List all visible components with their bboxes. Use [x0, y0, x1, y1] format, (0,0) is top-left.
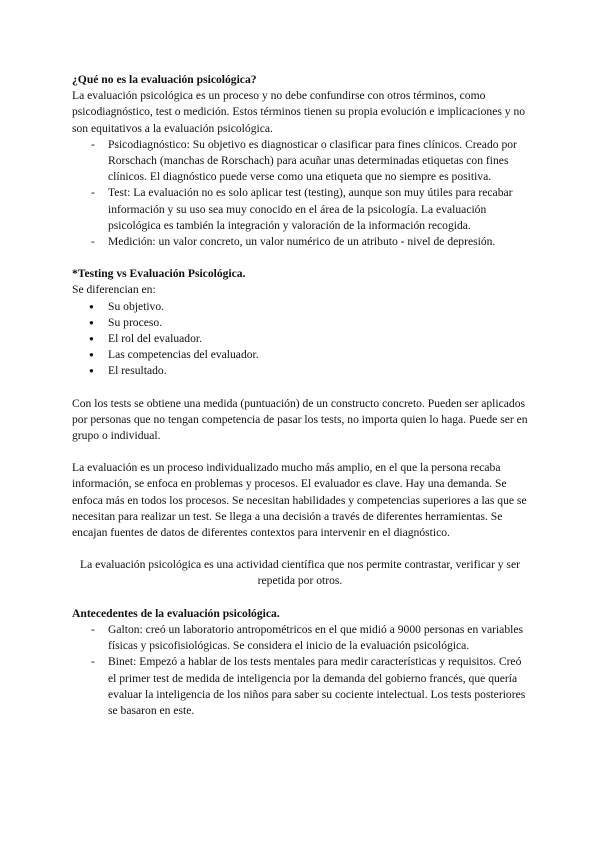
- list-item-psicodiagnostico: - Psicodiagnóstico: Su objetivo es diagnosticar o clasificar para fines clínicos. Creado por Rorschach (manchas de Rorschach) para acuñar unas determinadas etiquetas con fines clínicos. El diagnóstico puede verse como una etiqueta que no siempre es positiva.: [72, 137, 528, 186]
- bullet-item: ● El resultado.: [72, 363, 528, 379]
- bullet-item: ● El rol del evaluador.: [72, 331, 528, 347]
- spacer: [72, 250, 528, 266]
- bullet-item: ● Su objetivo.: [72, 299, 528, 315]
- differences-list: [72, 299, 528, 380]
- definition-quote: La evaluación psicológica es una actividad científica que nos permite contrastar, verificar y ser repetida por otros.: [80, 558, 520, 588]
- definitions-list: [72, 137, 528, 250]
- list-item-test: - Test: La evaluación no es solo aplicar test (testing), aunque son muy útiles para recabar información y su uso sea muy conocido en el área de la psicología. La evaluación psicológica es también la integración y valoración de la información recogida.: [72, 185, 528, 234]
- list-item-galton: - Galton: creó un laboratorio antropométricos en el que midió a 9000 personas en variables físicas y psicofisiológicas. Se considera el inicio de la evaluación psicológica.: [72, 622, 528, 654]
- document-content: [72, 72, 528, 719]
- spacer: [72, 444, 528, 460]
- intro-paragraph: La evaluación psicológica es un proceso y no debe confundirse con otros términos, como psicodiagnóstico, test o medición. Estos términos tienen su propia evolución e implicaciones y no son equitativos a la evaluación psicológica.: [72, 89, 526, 135]
- history-list: [72, 622, 528, 719]
- list-item-binet: - Binet: Empezó a hablar de los tests mentales para medir características y requisitos. Creó el primer test de medida de inteligencia por la demanda del gobierno francés, que quería evaluar la inteligencia de los niños para saber su cociente intelectual. Los tests posteriores se basaron en este.: [72, 654, 528, 719]
- list-item-medicion: - Medición: un valor concreto, un valor numérico de un atributo - nivel de depresión.: [72, 234, 528, 250]
- bullet-item: ● Las competencias del evaluador.: [72, 347, 528, 363]
- tests-paragraph: Con los tests se obtiene una medida (puntuación) de un constructo concreto. Pueden ser aplicados por personas que no tengan competencia de pasar los tests, no importa quien lo haga. Puede ser en grupo o individual.: [72, 396, 528, 443]
- section-title-antecedentes: Antecedentes de la evaluación psicológica.: [72, 606, 280, 620]
- differences-intro: Se diferencian en:: [72, 283, 156, 297]
- spacer: [72, 590, 528, 606]
- spacer: [72, 380, 528, 396]
- section-title-que-no-es: ¿Qué no es la evaluación psicológica?: [72, 73, 257, 86]
- bullet-item: ● Su proceso.: [72, 315, 528, 331]
- section-title-testing-vs-evaluacion: *Testing vs Evaluación Psicológica.: [72, 267, 246, 281]
- evaluation-paragraph: La evaluación es un proceso individualizado mucho más amplio, en el que la persona recaba información, se enfoca en problemas y procesos. El evaluador es clave. Hay una demanda. Se enfoca más en todos los procesos. Se necesitan habilidades y competencias superiores a las que se necesitan para realizar un test. Se llega a una decisión a través de diferentes herramientas. Se encajan fuentes de datos de diferentes contextos para intervenir en el diagnóstico.: [72, 461, 527, 540]
- spacer: [72, 541, 528, 557]
